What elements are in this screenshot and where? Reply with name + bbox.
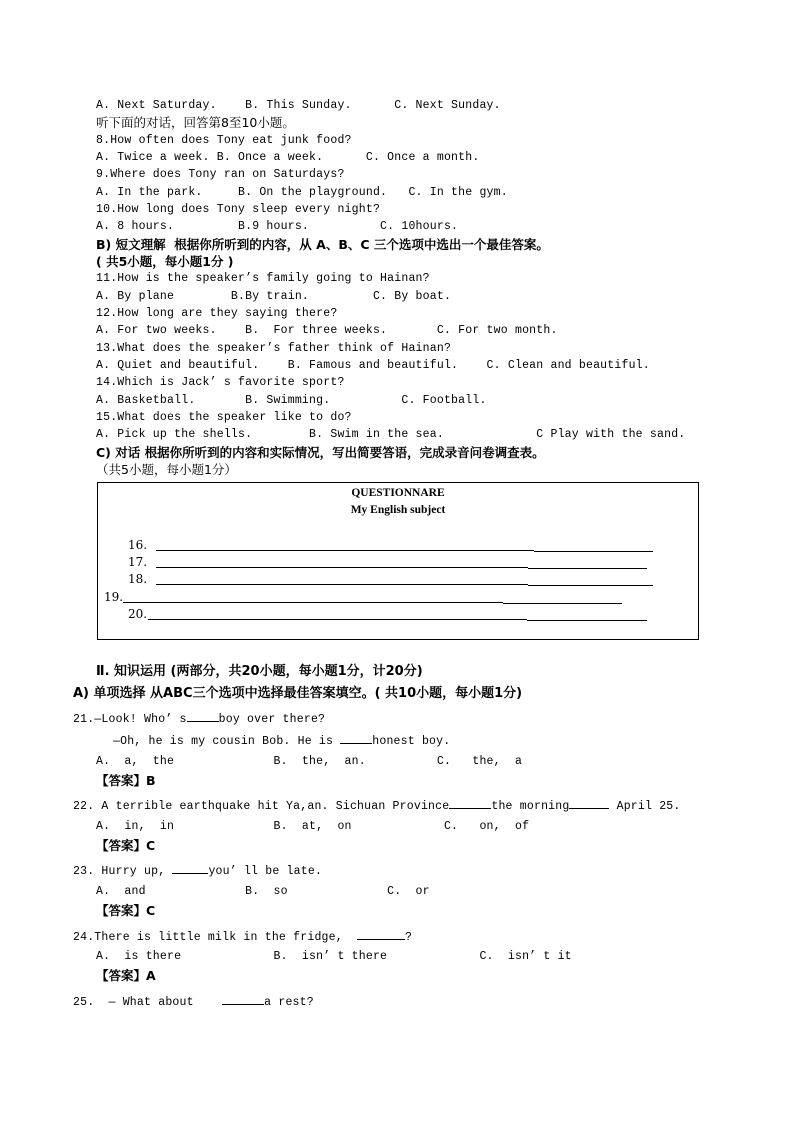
q21-text: 21.—Look! Who’ s xyxy=(73,713,187,726)
q21-options: A. a, the B. the, an. C. the, a xyxy=(96,755,523,768)
q24-options: A. is there B. isn’ t there C. isn’ t it xyxy=(96,950,572,963)
q23-text: 23. Hurry up, xyxy=(73,865,166,878)
q11-text: 11.How is the speaker’s family going to Hainan? xyxy=(96,272,430,285)
section-c-heading: C) 对话 根据你所听到的内容和实际情况，写出简要答语，完成录音问卷调查表。 xyxy=(96,445,545,460)
section-b-heading: B) 短文理解 根据你所听到的内容，从 A、B、C 三个选项中选出一个最佳答案。 xyxy=(96,237,549,252)
q21-answer: 【答案】B xyxy=(96,773,156,788)
item-18-label: 18. xyxy=(128,572,148,586)
q23-blank[interactable] xyxy=(172,862,208,874)
q25-line xyxy=(73,993,314,1010)
questionnaire-subtitle: My English subject xyxy=(350,504,446,516)
item-20-line-ext xyxy=(527,620,647,621)
q21-line2 xyxy=(113,732,450,749)
q22-blank-1[interactable] xyxy=(449,797,491,809)
item-16-line[interactable] xyxy=(156,550,534,551)
q22-text: 22. A terrible earthquake hit Ya,an. Sichuan Province xyxy=(73,800,450,813)
q24-text-2: ? xyxy=(405,931,413,944)
item-19-line-ext xyxy=(503,603,622,604)
q12-options: A. For two weeks. B. For three weeks. C. For two month. xyxy=(96,324,558,337)
q23-answer: 【答案】C xyxy=(96,903,156,918)
q25-text: 25. — What about xyxy=(73,996,194,1009)
q12-text: 12.How long are they saying there? xyxy=(96,307,338,320)
q21-blank-2[interactable] xyxy=(340,732,372,744)
item-20-label: 20. xyxy=(128,607,148,621)
q22-blank-2[interactable] xyxy=(569,797,609,809)
item-16-label: 16. xyxy=(128,538,148,552)
instruction-8-10: 听下面的对话，回答第8至10小题。 xyxy=(96,115,295,130)
q9-text: 9.Where does Tony ran on Saturdays? xyxy=(96,168,345,181)
questionnaire-box xyxy=(97,482,699,640)
q13-text: 13.What does the speaker’s father think of Hainan? xyxy=(96,342,452,355)
q21-line1 xyxy=(73,710,325,727)
q10-options: A. 8 hours. B.9 hours. C. 10hours. xyxy=(96,220,459,233)
item-18-line-ext xyxy=(528,585,653,586)
q23-line xyxy=(73,862,322,879)
q22-text-3: April 25. xyxy=(616,800,681,813)
section-c-scoring: （共5小题，每小题1分） xyxy=(96,462,237,477)
part2-heading: Ⅱ. 知识运用 (两部分，共20小题，每小题1分，计20分) xyxy=(96,664,423,679)
item-17-line[interactable] xyxy=(156,567,528,568)
q7-options: A. Next Saturday. B. This Sunday. C. Next Sunday. xyxy=(96,99,501,112)
q9-options: A. In the park. B. On the playground. C. In the gym. xyxy=(96,186,508,199)
q14-text: 14.Which is Jack’ s favorite sport? xyxy=(96,376,345,389)
q23-text-2: you’ ll be late. xyxy=(208,865,323,878)
item-16-line-ext xyxy=(534,551,653,552)
q13-options: A. Quiet and beautiful. B. Famous and beautiful. C. Clean and beautiful. xyxy=(96,359,650,372)
item-19-line[interactable] xyxy=(123,602,503,603)
q24-blank[interactable] xyxy=(357,928,405,940)
q22-answer: 【答案】C xyxy=(96,838,156,853)
item-19-label: 19. xyxy=(104,590,124,604)
q24-answer: 【答案】A xyxy=(96,968,156,983)
q21-blank-1[interactable] xyxy=(187,710,219,722)
item-17-label: 17. xyxy=(128,555,148,569)
q25-blank[interactable] xyxy=(222,993,264,1005)
q22-options: A. in, in B. at, on C. on, of xyxy=(96,820,530,833)
item-17-line-ext xyxy=(528,568,647,569)
q8-options: A. Twice a week. B. Once a week. C. Once a month. xyxy=(96,151,480,164)
q21-reply-2: honest boy. xyxy=(372,735,451,748)
part2-section-a: A) 单项选择 从ABC三个选项中选择最佳答案填空。( 共10小题，每小题1分) xyxy=(73,686,523,701)
q22-line xyxy=(73,797,681,814)
q21-text-2: boy over there? xyxy=(218,713,326,726)
section-b-scoring: ( 共5小题，每小题1分 ) xyxy=(96,254,234,269)
q15-text: 15.What does the speaker like to do? xyxy=(96,411,352,424)
q21-reply: —Oh, he is my cousin Bob. He is xyxy=(113,735,334,748)
q23-options: A. and B. so C. or xyxy=(96,885,430,898)
item-18-line[interactable] xyxy=(156,584,528,585)
q14-options: A. Basketball. B. Swimming. C. Football. xyxy=(96,394,487,407)
q24-text: 24.There is little milk in the fridge, xyxy=(73,931,343,944)
q24-line xyxy=(73,928,412,945)
q8-text: 8.How often does Tony eat junk food? xyxy=(96,134,352,147)
q22-text-2: the morning xyxy=(491,800,570,813)
questionnaire-title: QUESTIONNARE xyxy=(351,487,445,499)
item-20-line[interactable] xyxy=(148,619,527,620)
q15-options: A. Pick up the shells. B. Swim in the sea. C Play with the sand. xyxy=(96,428,686,441)
q25-text-2: a rest? xyxy=(264,996,314,1009)
q11-options: A. By plane B.By train. C. By boat. xyxy=(96,290,452,303)
q10-text: 10.How long does Tony sleep every night? xyxy=(96,203,381,216)
